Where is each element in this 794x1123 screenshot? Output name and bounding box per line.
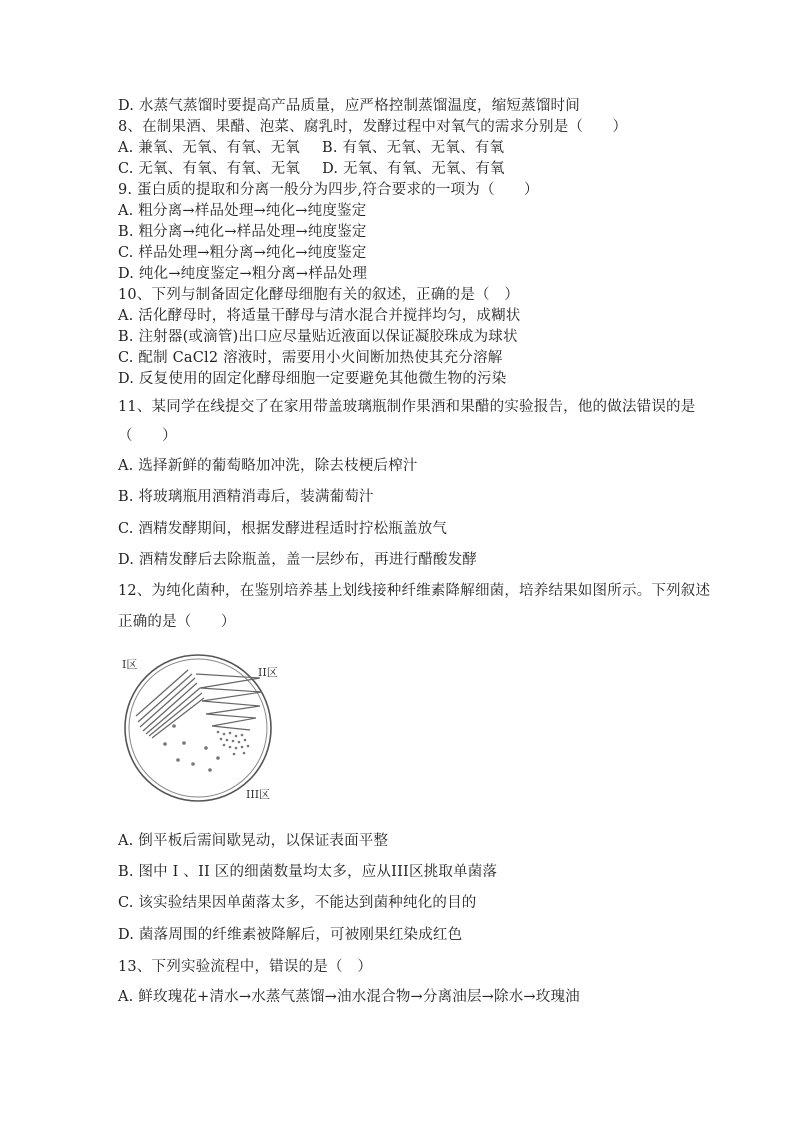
q11-blank: （ ） <box>118 428 177 444</box>
question-10: 10、下列与制备固定化酵母细胞有关的叙述，正确的是（ ） <box>118 287 520 303</box>
q8-option-c: C. 无氧、有氧、有氧、无氧 <box>118 161 301 177</box>
q9-option-c: C. 样品处理→粗分离→纯化→纯度鉴定 <box>118 245 367 261</box>
question-9: 9. 蛋白质的提取和分离一般分为四步,符合要求的一项为（ ） <box>118 182 539 198</box>
question-12-cont: 正确的是（ ） <box>118 614 236 630</box>
q13-option-a: A. 鲜玫瑰花+清水→水蒸气蒸馏→油水混合物→分离油层→除水→玫瑰油 <box>118 989 580 1005</box>
q9-option-b: B. 粗分离→纯化→样品处理→纯度鉴定 <box>118 224 367 240</box>
q12-option-d: D. 菌落周围的纤维素被降解后，可被刚果红染成红色 <box>118 927 463 943</box>
q8-option-d: D. 无氧、有氧、无氧、有氧 <box>322 161 505 177</box>
q9-option-a: A. 粗分离→样品处理→纯化→纯度鉴定 <box>118 203 367 219</box>
q10-option-d: D. 反复使用的固定化酵母细胞一定要避免其他微生物的污染 <box>118 371 507 387</box>
q11-option-c: C. 酒精发酵期间，根据发酵进程适时拧松瓶盖放气 <box>118 521 448 537</box>
q12-option-b: B. 图中 I 、II 区的细菌数量均太多，应从III区挑取单菌落 <box>118 864 498 880</box>
q11-option-b: B. 将玻璃瓶用酒精消毒后，装满葡萄汁 <box>118 489 374 505</box>
question-12: 12、为纯化菌种，在鉴别培养基上划线接种纤维素降解细菌，培养结果如图所示。下列叙述 <box>118 583 711 599</box>
q8-options-cd <box>118 159 505 179</box>
zone-3-label: III区 <box>246 788 271 801</box>
q10-option-c: C. 配制 CaCl2 溶液时，需要用小火间断加热使其充分溶解 <box>118 350 503 366</box>
q10-option-b: B. 注射器(或滴管)出口应尽量贴近液面以保证凝胶珠成为球状 <box>118 329 518 345</box>
q12-option-c: C. 该实验结果因单菌落太多，不能达到菌种纯化的目的 <box>118 895 477 911</box>
question-11: 11、某同学在线提交了在家用带盖玻璃瓶制作果酒和果醋的实验报告，他的做法错误的是 <box>118 399 696 415</box>
q11-option-a: A. 选择新鲜的葡萄略加冲洗，除去枝梗后榨汁 <box>118 458 418 474</box>
zone-2-label: II区 <box>258 666 278 679</box>
petri-dish-illustration <box>118 648 288 808</box>
q8-option-a: A. 兼氧、无氧、有氧、无氧 <box>118 140 300 156</box>
q9-option-d: D. 纯化→纯度鉴定→粗分离→样品处理 <box>118 266 368 282</box>
q8-options-ab <box>118 138 504 158</box>
q12-option-a: A. 倒平板后需间歇晃动，以保证表面平整 <box>118 833 389 849</box>
zone-1-label: I区 <box>122 658 138 671</box>
q10-option-a: A. 活化酵母时，将适量干酵母与清水混合并搅拌均匀，成糊状 <box>118 308 521 324</box>
petri-dish-figure <box>118 648 288 808</box>
question-13: 13、下列实验流程中，错误的是（ ） <box>118 959 373 975</box>
q7-option-d: D. 水蒸气蒸馏时要提高产品质量，应严格控制蒸馏温度，缩短蒸馏时间 <box>118 98 580 114</box>
question-8: 8、在制果酒、果醋、泡菜、腐乳时，发酵过程中对氧气的需求分别是（ ） <box>118 119 628 135</box>
q11-option-d: D. 酒精发酵后去除瓶盖，盖一层纱布，再进行醋酸发酵 <box>118 552 478 568</box>
q8-option-b: B. 有氧、无氧、无氧、有氧 <box>322 140 505 156</box>
